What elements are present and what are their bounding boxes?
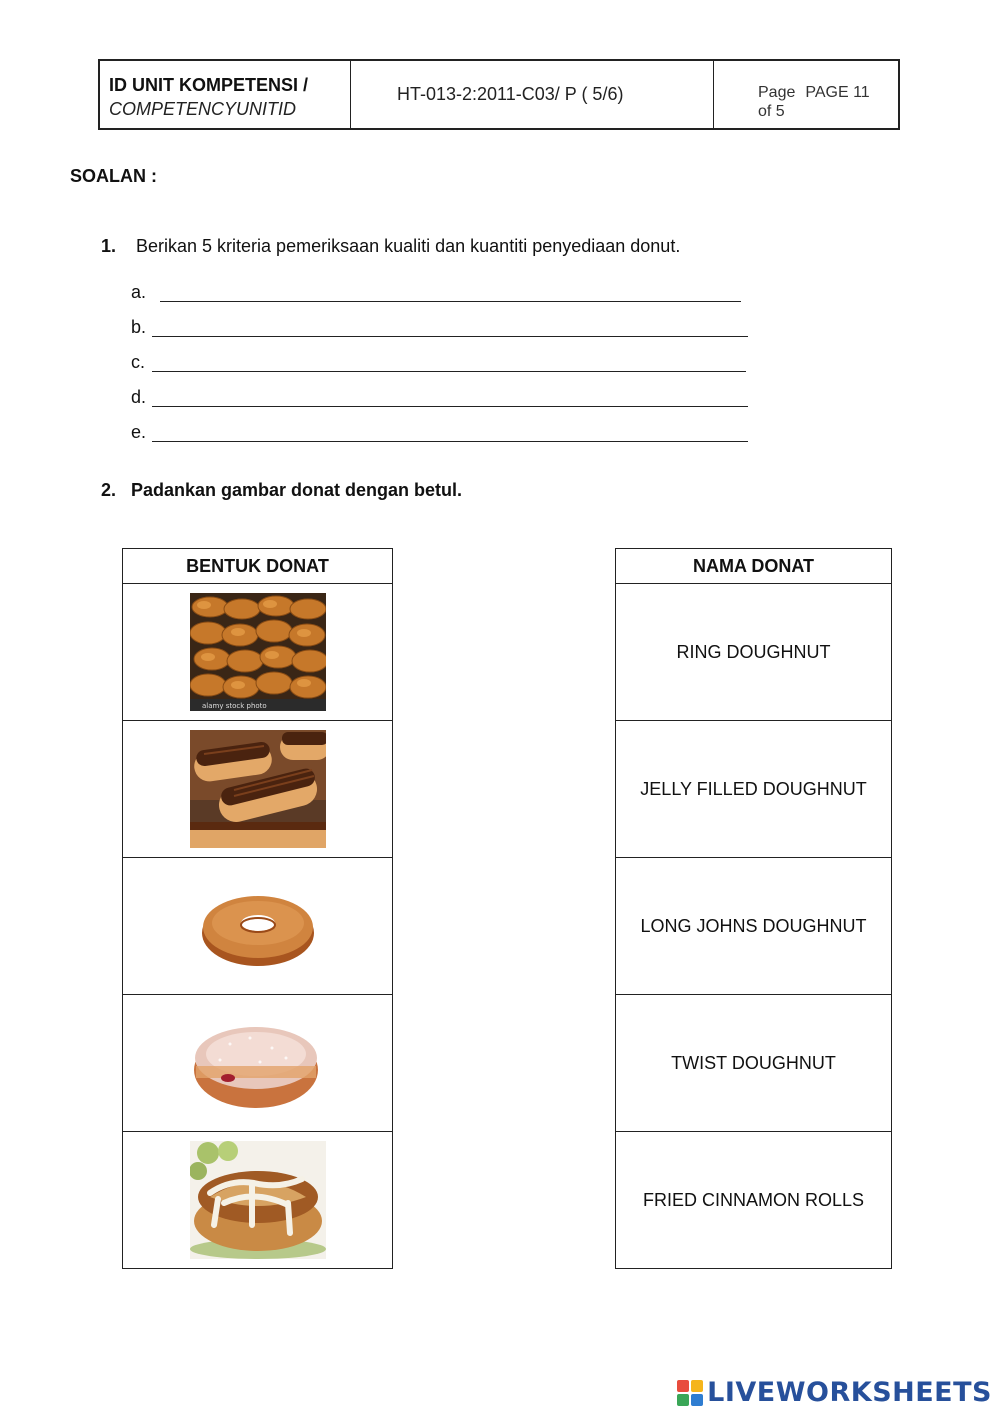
answer-rule[interactable]: [152, 427, 748, 442]
name-cell[interactable]: FRIED CINNAMON ROLLS: [616, 1132, 892, 1269]
icon-square: [691, 1380, 703, 1392]
unit-code: HT-013-2:2011-C03/ P ( 5/6): [397, 84, 624, 104]
unit-code-cell: [351, 61, 714, 128]
name-cell[interactable]: RING DOUGHNUT: [616, 584, 892, 721]
question-2: [101, 480, 462, 501]
question-1: [101, 236, 680, 257]
photo-watermark: alamy stock photo: [201, 702, 267, 710]
section-heading: SOALAN :: [70, 166, 157, 186]
answer-rule[interactable]: [160, 287, 741, 302]
liveworksheets-icon: [677, 1380, 703, 1406]
shape-cell[interactable]: [123, 721, 393, 858]
answer-line-d[interactable]: [131, 373, 748, 408]
long-johns-doughnut-photo[interactable]: [190, 730, 326, 848]
document-header: [98, 59, 900, 130]
icon-square: [691, 1394, 703, 1406]
name-cell[interactable]: JELLY FILLED DOUGHNUT: [616, 721, 892, 858]
answer-line-b[interactable]: [131, 303, 748, 338]
unit-id-subtitle: COMPETENCYUNITID: [109, 99, 297, 119]
answer-lines: [131, 268, 748, 443]
shape-cell[interactable]: [123, 1132, 393, 1269]
page-value: PAGE 11: [805, 84, 870, 101]
answer-line-c[interactable]: [131, 338, 748, 373]
page-label: Page: [758, 84, 796, 101]
cinnamon-roll-photo[interactable]: [190, 1141, 326, 1259]
icon-square: [677, 1380, 689, 1392]
answer-rule[interactable]: [152, 392, 748, 407]
answer-line-e[interactable]: [131, 408, 748, 443]
page-of: of 5: [758, 103, 785, 120]
name-cell[interactable]: TWIST DOUGHNUT: [616, 995, 892, 1132]
jelly-filled-doughnut-photo[interactable]: [190, 1004, 326, 1122]
name-cell[interactable]: LONG JOHNS DOUGHNUT: [616, 858, 892, 995]
answer-line-a[interactable]: [131, 268, 748, 303]
answer-label: e.: [131, 422, 147, 442]
liveworksheets-logo[interactable]: [677, 1377, 992, 1408]
question-2-text: Padankan gambar donat dengan betul.: [131, 480, 463, 500]
answer-rule[interactable]: [152, 357, 746, 372]
shape-cell[interactable]: [123, 584, 393, 721]
shape-cell[interactable]: [123, 858, 393, 995]
question-1-number: 1.: [101, 236, 117, 256]
unit-id-title: ID UNIT KOMPETENSI /: [109, 75, 309, 95]
answer-label: c.: [131, 352, 146, 372]
answer-rule[interactable]: [152, 322, 748, 337]
ring-doughnut-photo[interactable]: [190, 867, 326, 985]
answer-label: a.: [131, 282, 147, 302]
shape-column-header: BENTUK DONAT: [123, 549, 393, 584]
doughnut-shape-table: [122, 548, 393, 1269]
liveworksheets-wordmark: LIVEWORKSHEETS: [707, 1377, 992, 1408]
answer-label: d.: [131, 387, 147, 407]
unit-id-cell: [100, 61, 351, 128]
name-column-header: NAMA DONAT: [616, 549, 892, 584]
shape-cell[interactable]: [123, 995, 393, 1132]
question-2-number: 2.: [101, 480, 117, 500]
question-1-text: Berikan 5 kriteria pemeriksaan kualiti dan kuantiti penyediaan donut.: [136, 236, 681, 256]
icon-square: [677, 1394, 689, 1406]
twist-doughnut-photo[interactable]: [190, 593, 326, 711]
page-number-cell: [714, 61, 898, 128]
answer-label: b.: [131, 317, 147, 337]
doughnut-name-table: [615, 548, 892, 1269]
